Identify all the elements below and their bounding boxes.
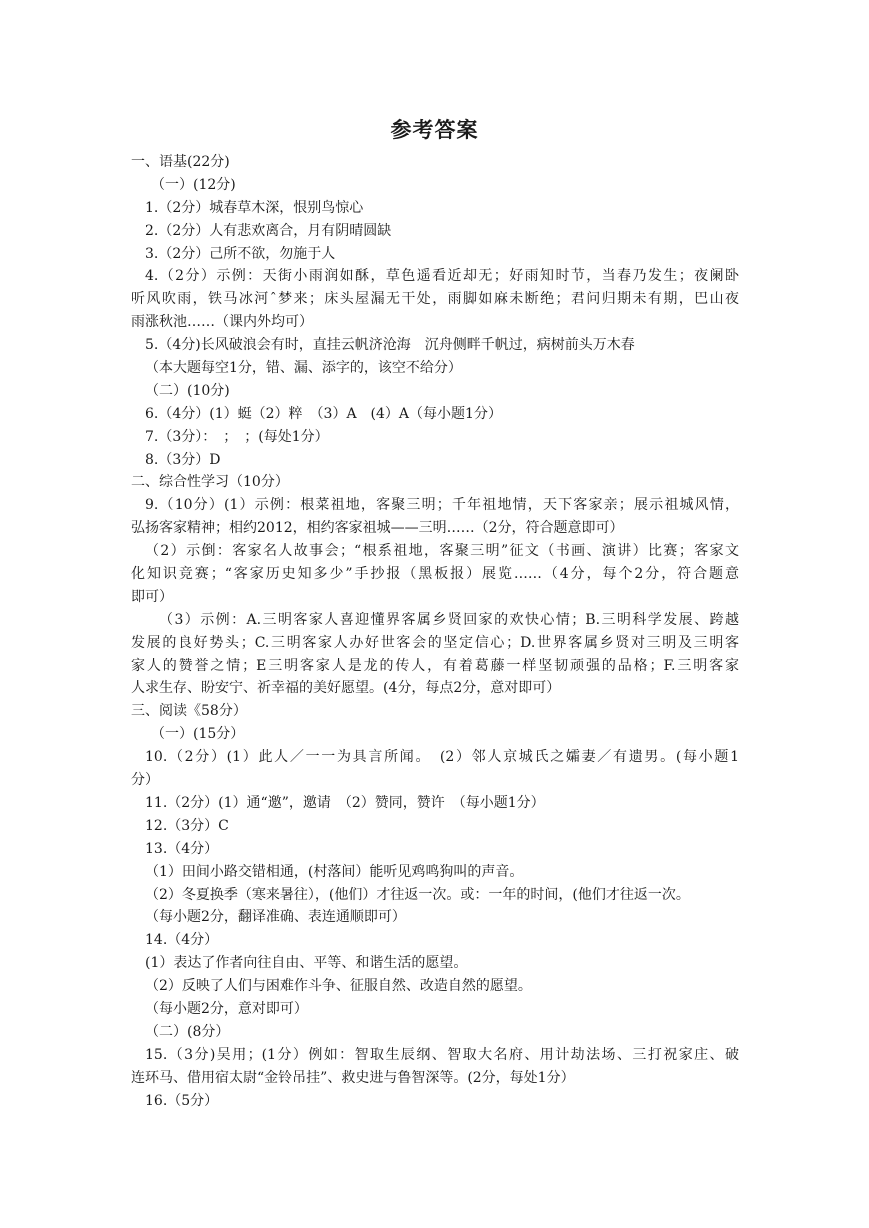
text-line: （2）反映了人们与困难作斗争、征服自然、改造自然的愿望。 bbox=[145, 978, 532, 995]
text-line: （1）田间小路交错相通，(村落间）能听见鸡鸣狗叫的声音。 bbox=[145, 863, 524, 880]
text-line: （一）(15分） bbox=[151, 726, 245, 743]
text-line: 4.（2分）示例：天街小雨润如酥，草色遥看近却无；好雨知时节，当春乃发生；夜阑卧 bbox=[145, 268, 739, 285]
text-line: 连环马、借用宿太尉“金铃吊挂”、救史进与鲁智深等。(2分，每处1分） bbox=[131, 1069, 575, 1086]
text-line: 二、综合性学习（10分） bbox=[131, 474, 289, 491]
text-line: （二）(8分） bbox=[145, 1023, 230, 1040]
text-line: 12.（3分）C bbox=[145, 817, 229, 834]
text-line: 分） bbox=[131, 772, 159, 789]
text-line: (1）表达了作者向往自由、平等、和谐生活的愿望。 bbox=[145, 955, 468, 972]
text-line: 弘扬客家精神；相约2012，相约客家祖城——三明……（2分，符合题意即可） bbox=[131, 520, 624, 537]
text-line: （本大题每空1分，错、漏、添字的，该空不给分） bbox=[145, 360, 462, 377]
text-line: 10.（2分）(1）此人／一一为具言所闻。 (2）邻人京城氏之孀妻／有遗男。(每小题1 bbox=[145, 749, 739, 766]
page-title: 参考答案 bbox=[390, 118, 479, 142]
text-line: 8.（3分）D bbox=[145, 451, 221, 468]
text-line: （3）示例：A.三明客家人喜迎懂界客属乡贤回家的欢快心情；B.三明科学发展、跨越 bbox=[159, 611, 739, 628]
text-line: （一）(12分) bbox=[151, 176, 236, 193]
text-line: 14.（4分） bbox=[145, 932, 219, 949]
text-line: 13.（4分） bbox=[145, 840, 219, 857]
text-line: （2）示倒：客家名人故事会；“根系祖地，客聚三明”征文（书画、演讲）比赛；客家文 bbox=[145, 543, 739, 560]
text-line: （2）冬夏换季（寒来暑往），(他们）才往返一次。或：一年的时间，(他们才往返一次。 bbox=[145, 886, 690, 903]
answer-content bbox=[131, 151, 739, 1112]
text-line: 雨涨秋池……（课内外均可） bbox=[131, 314, 313, 331]
text-line: 6.（4分）(1）蜓（2）粹 （3）A (4）A（每小题1分） bbox=[145, 405, 502, 422]
text-line: 15.（3分)吴用；(1分）例如：智取生辰纲、智取大名府、用计劫法场、三打祝家庄、破 bbox=[145, 1046, 739, 1063]
text-line: 发展的良好势头；C.三明客家人办好世客会的坚定信心；D.世界客属乡贤对三明及三明客 bbox=[131, 634, 739, 651]
text-line: （每小题2分，意对即可） bbox=[145, 1000, 308, 1017]
text-line: 9.（10分）(1）示例：根菜祖地，客聚三明；千年祖地情，天下客家亲；展示祖城风情， bbox=[145, 497, 739, 514]
text-line: （二）(10分) bbox=[145, 382, 230, 399]
text-line: 3.（2分）己所不欲，勿施于人 bbox=[145, 245, 336, 262]
text-line: 一、语基(22分) bbox=[131, 154, 230, 170]
text-line: 1.（2分）城春草木深，恨别鸟惊心 bbox=[145, 199, 364, 216]
text-line: 即可） bbox=[131, 588, 173, 605]
text-line: （每小题2分，翻译准确、表连通顺即可） bbox=[145, 909, 406, 926]
text-line: 16.（5分） bbox=[145, 1092, 219, 1109]
text-line: 5.（4分)长风破浪会有时，直挂云帆济沧海 沉舟侧畔千帆过，病树前头万木春 bbox=[145, 337, 635, 354]
text-line: 家人的赞誉之情；E三明客家人是龙的传人，有着葛藤一样坚韧顽强的品格；F.三明客家 bbox=[131, 657, 739, 674]
text-line: 化知识竞赛；“客家历史知多少”手抄报（黑板报）展览……（4分，每个2分，符合题意 bbox=[131, 566, 739, 583]
text-line: 听风吹雨，铁马冰河ˆ梦来；床头屋漏无干处，雨脚如麻未断绝；君问归期未有期，巴山夜 bbox=[131, 291, 739, 308]
text-line: 三、阅读《58分） bbox=[131, 703, 247, 720]
text-line: 2.（2分）人有悲欢离合，月有阴晴圆缺 bbox=[145, 222, 392, 239]
text-line: 11.（2分）(1）通“邀”，邀请 （2）赞同，赞许 （每小题1分） bbox=[145, 794, 545, 811]
text-line: 人求生存、盼安宁、祈幸福的美好愿望。(4分，每点2分，意对即可） bbox=[131, 680, 561, 697]
text-line: 7.（3分）： ； ；(每处1分） bbox=[145, 428, 329, 445]
